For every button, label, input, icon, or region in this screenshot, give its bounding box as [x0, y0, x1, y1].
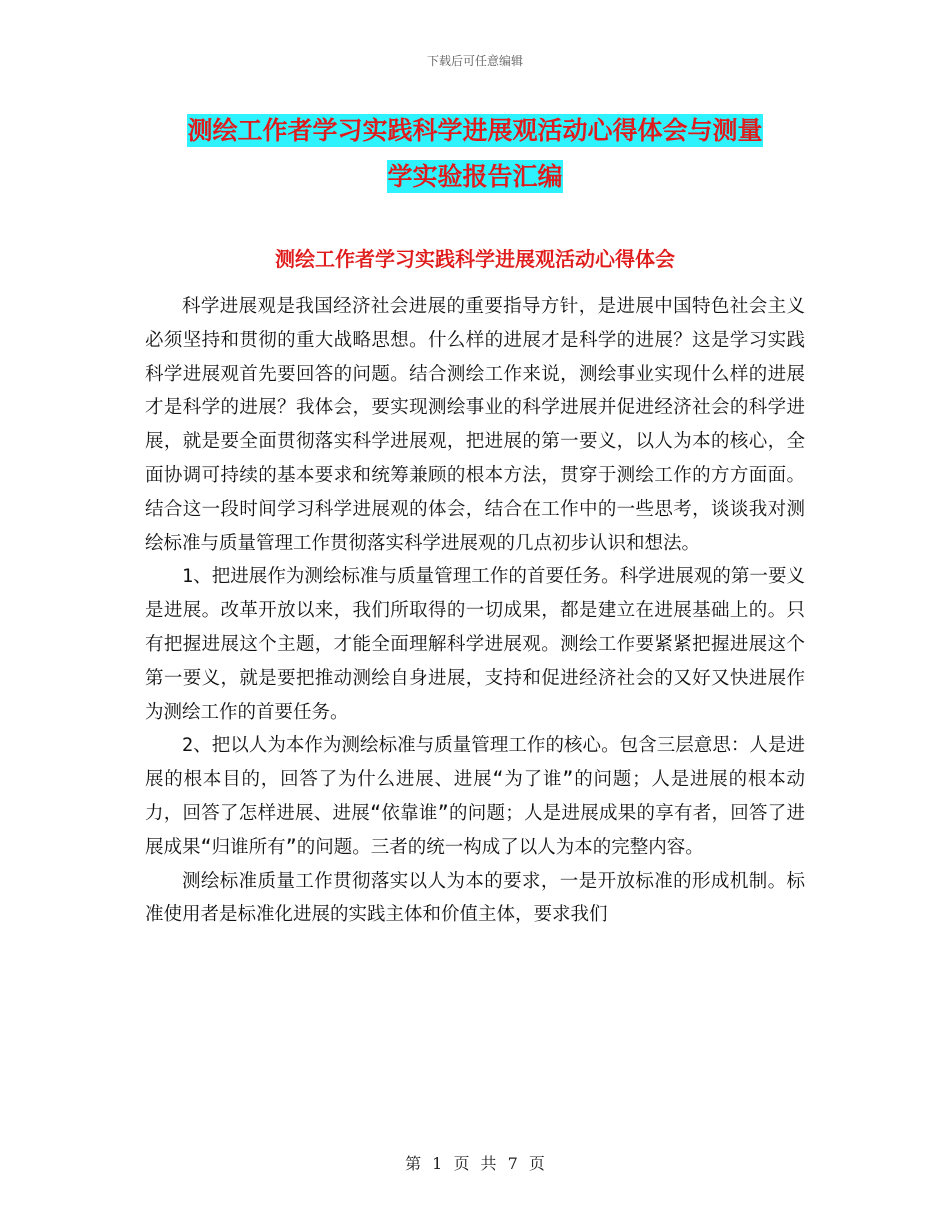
- paragraph: 测绘标准质量工作贯彻落实以人为本的要求，一是开放标准的形成机制。标准使用者是标准化进展的实践主体和价值主体，要求我们: [145, 870, 805, 926]
- title-highlight-2: 学实验报告汇编: [387, 162, 563, 191]
- paragraph: 1、把进展作为测绘标准与质量管理工作的首要任务。科学进展观的第一要义是进展。改革开放以来，我们所取得的一切成果，都是建立在进展基础上的。只有把握进展这个主题，才能全面理解科学进展观。测绘工作要紧紧把握进展这个第一要义，就是要把推动测绘自身进展，支持和促进经济社会的又好又快进展作为测绘工作的首要任务。: [145, 566, 805, 723]
- section-title: 测绘工作者学习实践科学进展观活动心得体会: [275, 247, 675, 271]
- paragraph: 2、把以人为本作为测绘标准与质量管理工作的核心。包含三层意思：人是进展的根本目的，回答了为什么进展、进展“为了谁”的问题；人是进展的根本动力，回答了怎样进展、进展“依靠谁”的问题；人是进展成果的享有者，回答了进展成果“归谁所有”的问题。三者的统一构成了以人为本的完整内容。: [145, 735, 805, 858]
- title-highlight-1: 测绘工作者学习实践科学进展观活动心得体会与测量: [187, 116, 763, 145]
- page-number-footer: 第 1 页 共 7 页: [405, 1154, 545, 1173]
- header-note: 下载后可任意编辑: [426, 54, 523, 68]
- document-body: [145, 290, 805, 932]
- paragraph: 科学进展观是我国经济社会进展的重要指导方针，是进展中国特色社会主义必须坚持和贯彻的重大战略思想。什么样的进展才是科学的进展？这是学习实践科学进展观首先要回答的问题。结合测绘工作来说，测绘事业实现什么样的进展才是科学的进展？我体会，要实现测绘事业的科学进展并促进经济社会的科学进展，就是要全面贯彻落实科学进展观，把进展的第一要义，以人为本的核心，全面协调可持续的基本要求和统筹兼顾的根本方法，贯穿于测绘工作的方方面面。结合这一段时间学习科学进展观的体会，结合在工作中的一些思考，谈谈我对测绘标准与质量管理工作贯彻落实科学进展观的几点初步认识和想法。: [145, 296, 805, 554]
- document-title-line-1: [0, 108, 950, 154]
- document-title: [0, 108, 950, 200]
- document-title-line-2: [0, 154, 950, 200]
